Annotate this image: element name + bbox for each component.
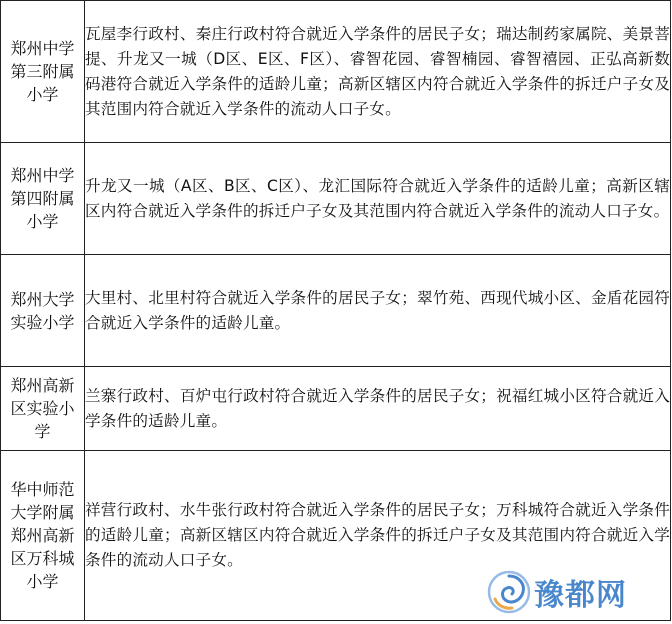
watermark-text: 豫都网 <box>534 578 627 613</box>
school-name-cell <box>1 143 85 255</box>
table-row <box>1 1 671 143</box>
enrollment-area-text: 升龙又一城（A区、B区、C区）、龙汇国际符合就近入学条件的适龄儿童；高新区辖区内符合就近入学条件的拆迁户子女及其范围内符合就近入学条件的流动人口子女。 <box>85 176 670 220</box>
school-name: 郑州中学第三附属小学 <box>10 39 75 104</box>
table-row <box>1 367 671 451</box>
table-row <box>1 143 671 255</box>
enrollment-area-text: 瓦屋李行政村、秦庄行政村符合就近入学条件的居民子女；瑞达制药家属院、美景菩提、升龙又一城（D区、E区、F区）、睿智花园、睿智楠园、睿智禧园、正弘高新数码港符合就近入学条件的适龄儿童；高新区辖区内符合就近入学条件的拆迁户子女及其范围内符合就近入学条件的流动人口子女。 <box>85 24 670 118</box>
school-name: 郑州大学实验小学 <box>10 289 75 332</box>
school-name-cell <box>1 451 85 621</box>
school-name: 郑州高新区实验小学 <box>10 376 75 441</box>
table-row <box>1 255 671 367</box>
school-name-cell <box>1 367 85 451</box>
school-name-cell <box>1 1 85 143</box>
school-name-cell <box>1 255 85 367</box>
enrollment-area-cell <box>85 1 671 143</box>
site-watermark <box>486 568 668 616</box>
enrollment-area-text: 祥营行政村、水牛张行政村符合就近入学条件的居民子女；万科城符合就近入学条件的适龄儿童；高新区辖区内符合就近入学条件的拆迁户子女及其范围内符合就近入学条件的流动人口子女。 <box>85 501 670 569</box>
enrollment-area-cell <box>85 143 671 255</box>
enrollment-area-text: 大里村、北里村符合就近入学条件的居民子女；翠竹苑、西现代城小区、金盾花园符合就近入学条件的适龄儿童。 <box>85 288 670 332</box>
enrollment-area-text: 兰寨行政村、百炉屯行政村符合就近入学条件的居民子女；祝福红城小区符合就近入学条件的适龄儿童。 <box>85 386 670 430</box>
school-name: 华中师范大学附属郑州高新区万科城小学 <box>10 480 75 591</box>
school-name: 郑州中学第四附属小学 <box>10 166 75 231</box>
swirl-logo-icon <box>486 569 532 615</box>
enrollment-area-cell <box>85 255 671 367</box>
enrollment-area-cell <box>85 367 671 451</box>
